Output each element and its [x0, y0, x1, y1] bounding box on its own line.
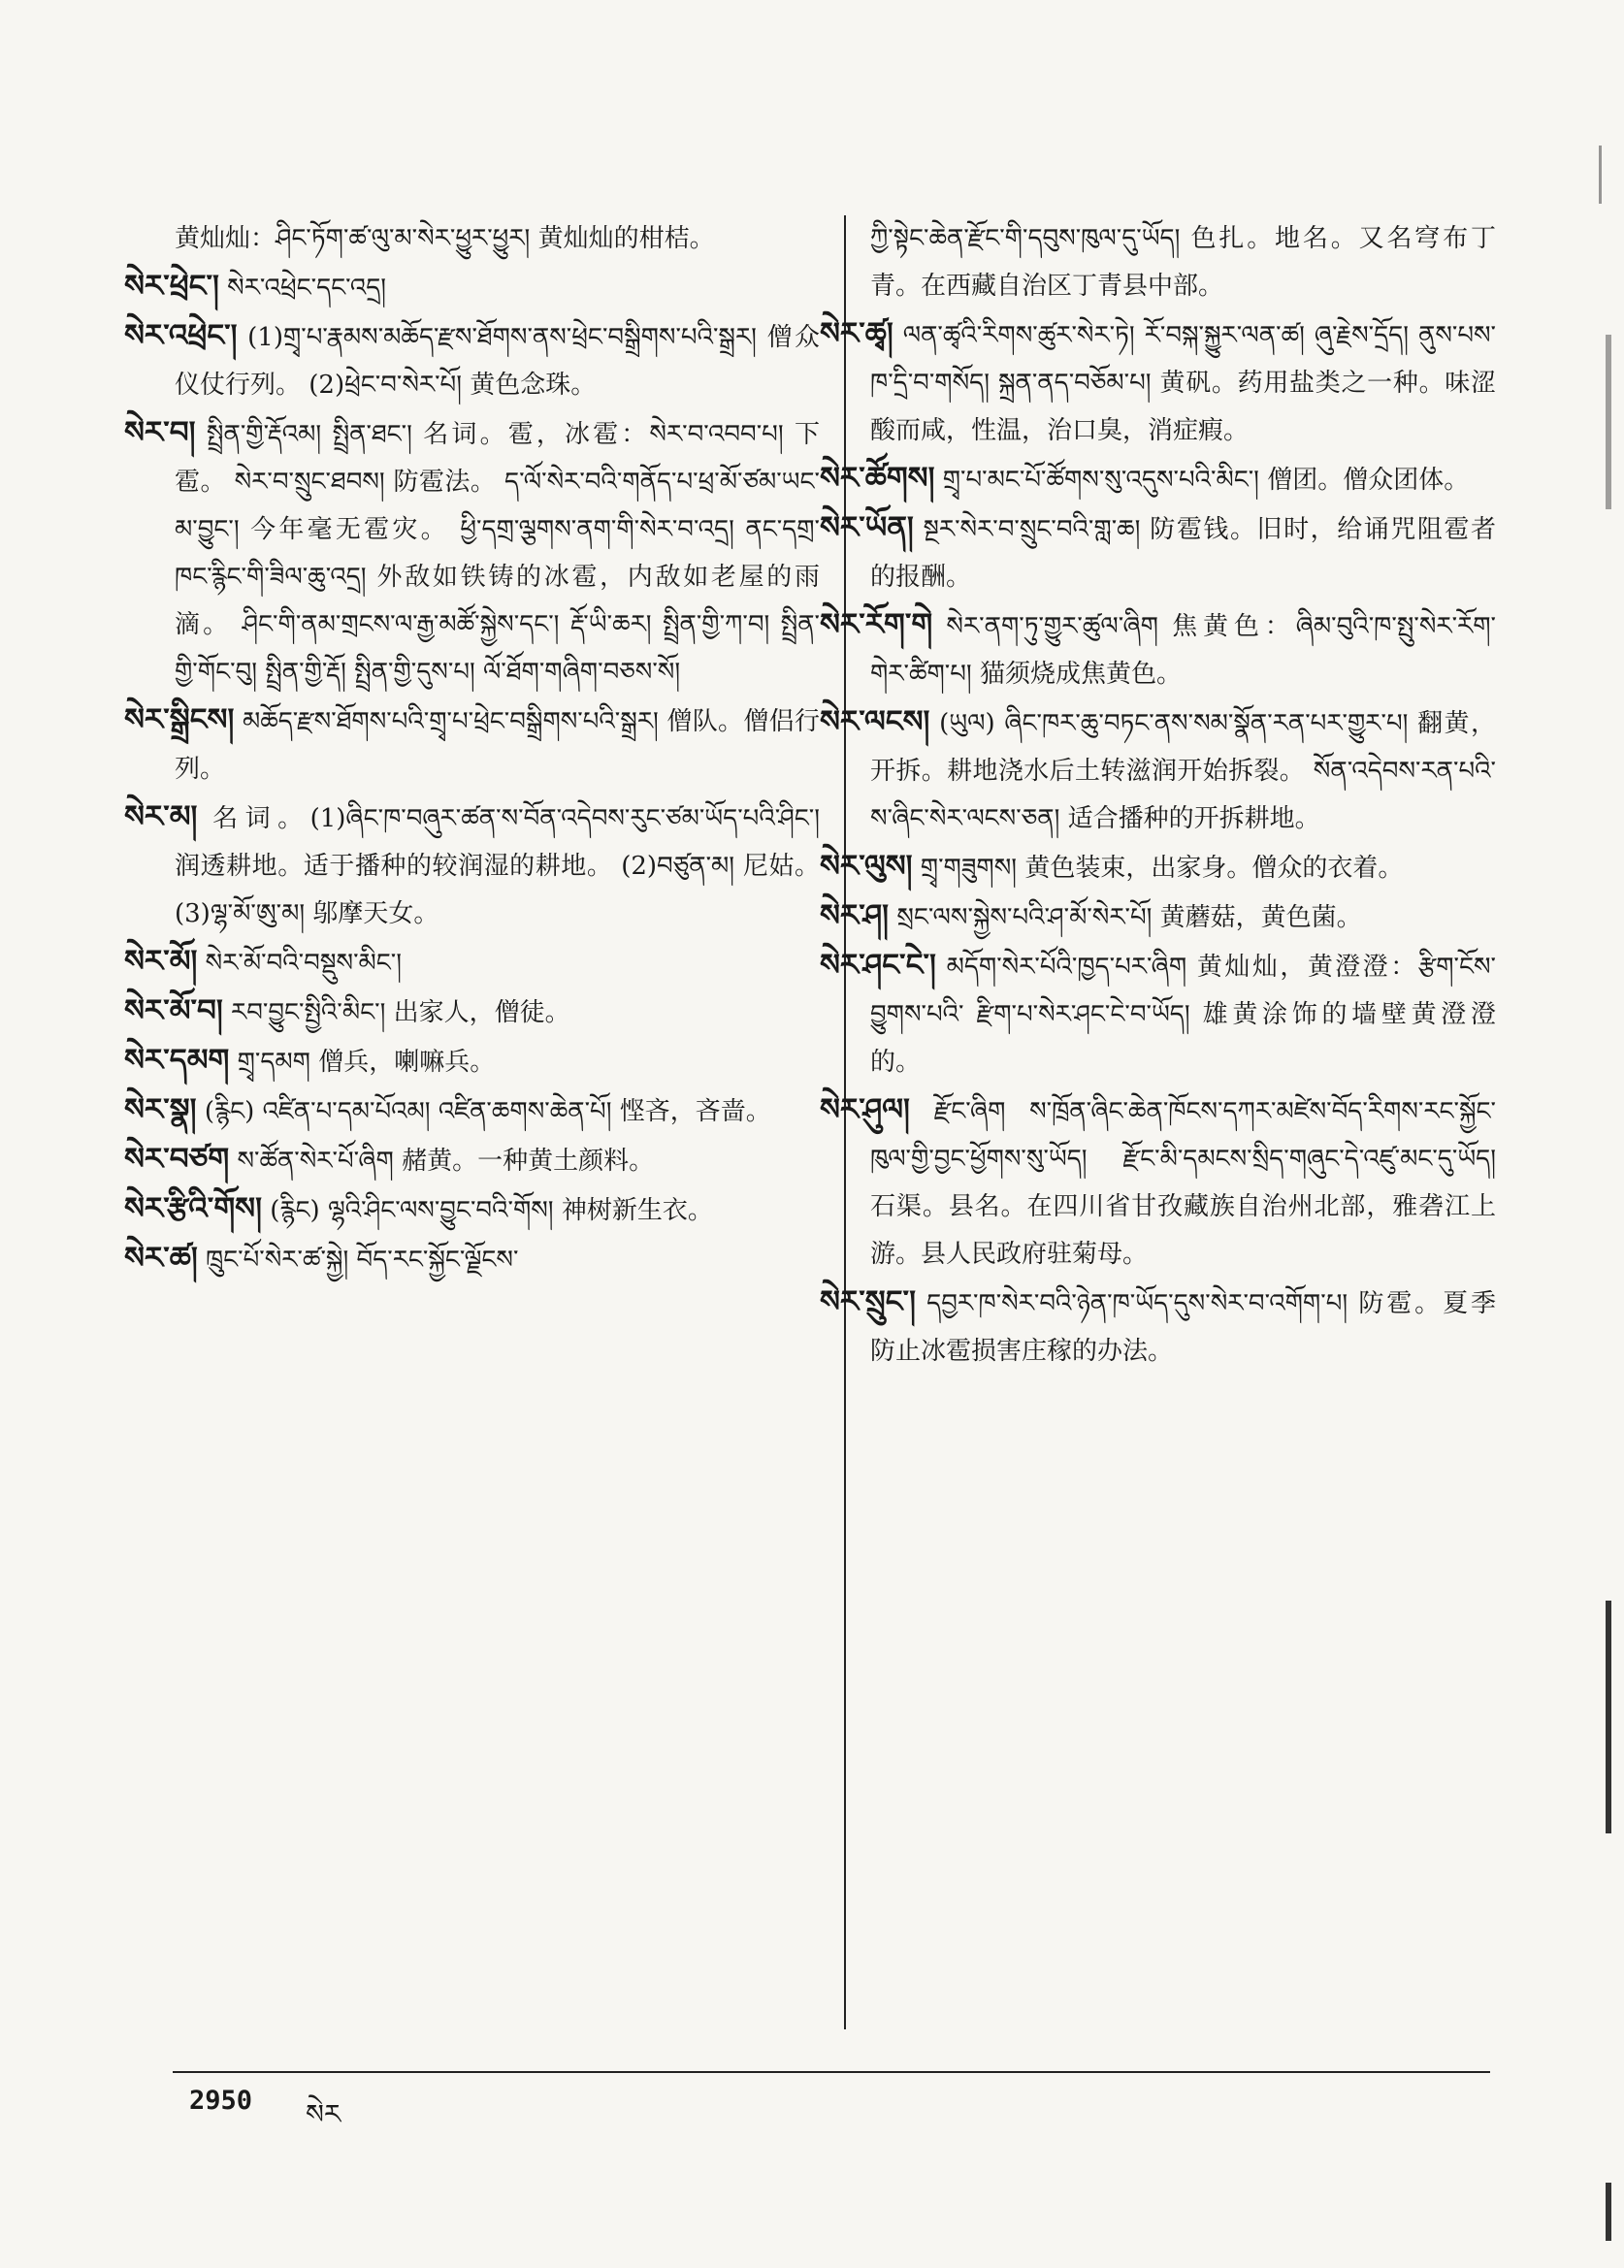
- entry-text: (རྙིང) འཛིན་པ་དམ་པོའམ། འཛིན་ཆགས་ཆེན་པོ། 悭吝，吝啬。: [204, 1097, 771, 1126]
- dictionary-entry: [124, 1086, 820, 1136]
- scan-edge-mark: [1606, 2183, 1611, 2241]
- entry-headword: སེར་མོ།: [124, 944, 198, 979]
- entry-headword: སེར་ལུས།: [820, 849, 913, 884]
- dictionary-entry: [124, 263, 820, 312]
- dictionary-entry: [820, 892, 1496, 942]
- entry-headword: སེར་ཤ།: [820, 898, 890, 933]
- entry-headword: སེར་ལངས།: [820, 704, 930, 739]
- dictionary-entry: [124, 988, 820, 1037]
- footer-rule: [173, 2071, 1490, 2073]
- dictionary-entry: [175, 215, 820, 263]
- entry-headword: སེར་སྣ།: [124, 1092, 197, 1127]
- dictionary-entry: [124, 697, 820, 794]
- entry-headword: སེར་སྒྲིངས།: [124, 702, 235, 737]
- entry-headword: སེར་ཤང་ངེ་།: [820, 948, 936, 983]
- page-number: 2950: [189, 2086, 253, 2116]
- entry-text: སེར་ནག་ཏུ་གྱུར་ཚུལ་ཞིག 焦黄色：ཞིམ་བུའི་ཁ་སྤུ་སེར་རོག་གེར་ཚིག་པ། 猫须烧成焦黄色。: [870, 612, 1496, 689]
- entry-text: ཀྱི་སྟེང་ཆེན་རྫོང་གི་དབུས་ཁུལ་དུ་ཡོད། 色扎。地名。又名穹布丁青。在西藏自治区丁青县中部。: [870, 224, 1496, 301]
- entry-headword: སེར་ཤུལ།: [820, 1092, 910, 1127]
- scan-edge-mark: [1599, 146, 1602, 204]
- entry-text: དབྱར་ཁ་སེར་བའི་ཉེན་ཁ་ཡོད་དུས་སེར་བ་འགོག་པ། 防雹。夏季防止冰雹损害庄稼的办法。: [870, 1289, 1496, 1366]
- entry-text: (ཡུལ) ཞིང་ཁར་ཆུ་བཏང་ནས་སམ་སྣོན་རན་པར་གྱུར་པ། 翻黄，开拆。耕地浇水后土转滋润开始拆裂。 སོན་འདེབས་རན་པའི་ས་ཞིང་སེར་ལངས་ཅན། 适合播种的开拆耕地。: [870, 709, 1497, 833]
- entry-text: ལན་ཚྭའི་རིགས་ཚུར་སེར་ཏེ། རོ་བསྐ་སྐྱུར་ལན་ཚ། ཞུ་རྗེས་དྲོད། ནུས་པས་ཁ་དྲི་བ་གསོད། སྐྲན་ནད་བཅོམ་པ། 黄矾。药用盐类之一种。味涩酸而咸，性温，治口臭，消症瘕。: [870, 321, 1497, 445]
- entry-text: གྲྭ་དམག 僧兵，喇嘛兵。: [237, 1048, 496, 1077]
- entry-headword: སེར་སྲུང་།: [820, 1284, 916, 1319]
- entry-text: མཆོད་རྫས་ཐོགས་པའི་གྲྭ་པ་ཕྲེང་བསྒྲིགས་པའི་སྒྲར། 僧队。僧侣行列。: [175, 707, 820, 784]
- scan-edge-mark: [1606, 1601, 1611, 1833]
- dictionary-entry: [124, 1136, 820, 1185]
- entry-text: 黄灿灿：ཤིང་ཏོག་ཚ་ལུ་མ་སེར་ཕྱུར་ཕྱུར། 黄灿灿的柑桔。: [175, 224, 715, 253]
- entry-text: (རྙིང) ལྷའི་ཤིང་ལས་བྱུང་བའི་གོས། 神树新生衣。: [270, 1196, 713, 1225]
- dictionary-entry: [820, 1086, 1497, 1279]
- entry-headword: སེར་ཚྭ།: [820, 316, 893, 351]
- entry-headword: སེར་འཕྲེང་།: [124, 318, 238, 353]
- dictionary-entry: [124, 1037, 820, 1086]
- entry-headword: སེར་བཙག: [124, 1142, 230, 1177]
- dictionary-entry: [870, 215, 1496, 310]
- dictionary-entry: [820, 601, 1496, 698]
- left-column: [124, 215, 821, 1284]
- entry-headword: སེར་རོག་གེ: [820, 607, 933, 642]
- entry-text: སྲང་ལས་སྐྱེས་པའི་ཤ་མོ་སེར་པོ། 黄蘑菇，黄色菌。: [896, 903, 1362, 932]
- scan-edge-mark: [1606, 335, 1611, 509]
- entry-text: མདོག་སེར་པོའི་ཁྱད་པར་ཞིག 黄灿灿，黄澄澄：རྩིག་ངོས་བྱུགས་པའི་ རྫིག་པ་སེར་ཤང་ངེ་བ་ཡོད། 雄黄涂饰的墙壁黄澄澄的。: [870, 953, 1496, 1077]
- entry-text: རྫོང་ཞིག ས་ཁྲོན་ཞིང་ཆེན་ཁོངས་དཀར་མཛེས་བོད་རིགས་རང་སྐྱོང་ཁུལ་གྱི་བྱང་ཕྱོགས་སུ་ཡོད། རྫོང་མི་དམངས་སྲིད་གཞུང་དེ་འཛུ་མང་དུ་ཡོད། 石渠。县名。在四川省甘孜藏族自治州北部，雅砻江上游。县人民政府驻菊母。: [870, 1097, 1497, 1269]
- entry-headword: སེར་རྩིའི་གོས།: [124, 1191, 262, 1226]
- running-head: སེར: [306, 2098, 341, 2130]
- right-column: [820, 215, 1497, 1376]
- entry-text: སེར་འཕྲེང་དང་འདྲ།: [227, 274, 387, 303]
- dictionary-entry: [820, 455, 1496, 504]
- entry-text: སྔར་སེར་བ་སྲུང་བའི་གླ་ཆ། 防雹钱。旧时，给诵咒阻雹者的报酬。: [870, 515, 1496, 592]
- dictionary-entry: [820, 1279, 1496, 1376]
- dictionary-entry: [820, 942, 1496, 1086]
- dictionary-entry: [124, 312, 820, 409]
- dictionary-entry: [820, 310, 1497, 455]
- entry-headword: སེར་ཚོགས།: [820, 461, 935, 496]
- entry-headword: སེར་དམག: [124, 1043, 230, 1078]
- entry-text: ས་ཚོན་སེར་པོ་ཞིག 赭黄。一种黄土颜料。: [237, 1147, 655, 1176]
- dictionary-entry: [124, 938, 820, 988]
- entry-text: སེར་མོ་བའི་བསྡུས་མིང་།: [205, 949, 403, 978]
- entry-text: 名词。(1)ཞིང་ཁ་བཞུར་ཚན་ས་བོན་འདེབས་རུང་ཙམ་ཡོད་པའི་ཤིང་། 润透耕地。适于播种的较润湿的耕地。 (2)བཙུན་མ། 尼姑。 (3)ལྷ་མོ་ཨུ་མ། 邬摩天女。: [175, 804, 821, 928]
- entry-headword: སེར་མ།: [124, 799, 198, 834]
- entry-headword: སེར་ཚ།: [124, 1241, 198, 1276]
- dictionary-entry: [820, 504, 1496, 601]
- dictionary-entry: [124, 1185, 820, 1235]
- dictionary-entry: [820, 843, 1496, 892]
- entry-headword: སེར་མོ་བ།: [124, 993, 223, 1028]
- entry-text: གྲྭ་པ་མང་པོ་ཚོགས་སུ་འདུས་པའི་མིང་། 僧团。僧众团体。: [942, 466, 1470, 495]
- entry-text: (1)གྲྭ་པ་རྣམས་མཆོད་རྫས་ཐོགས་ནས་ཕྲེང་བསྒྲིགས་པའི་སྒྲར། 僧众仪仗行列。 (2)ཕྲེང་བ་སེར་པོ། 黄色念珠。: [175, 323, 820, 400]
- dictionary-entry: [124, 409, 820, 697]
- dictionary-entry: [820, 698, 1497, 843]
- entry-text: སྤྲིན་གྱི་རྡོའམ། སྤྲིན་ཐང་། 名词。雹，冰雹：སེར་བ་འབབ་པ། 下雹。 སེར་བ་སྲུང་ཐབས། 防雹法。 ད་ལོ་སེར་བའི་གནོད་པ་ཕྲ་མོ་ཙམ་ཡང་མ་བྱུང་། 今年毫无雹灾。 ཕྱི་དགྲ་ལྕགས་ནག་གི་སེར་བ་འདྲ། ནང་དགྲ་ཁང་རྙིང་གི་ཟིལ་ཆུ་འདྲ། 外敌如铁铸的冰雹，内敌如老屋的雨滴。 ཤིང་གི་ནམ་གྲངས་ལ་རྒྱ་མཚོ་སྐྱེས་དང་། རྡོ་ཡི་ཆར། སྤྲིན་གྱི་ཀ་བ། སྤྲིན་གྱི་གོང་བུ། སྤྲིན་གྱི་རྡོ། སྤྲིན་གྱི་དུས་པ། ལོ་ཐོག་གཞིག་བཅས་སོ།: [175, 420, 820, 687]
- entry-headword: སེར་ཡོན།: [820, 510, 914, 545]
- entry-text: རབ་བྱུང་སྤྱིའི་མིང་། 出家人，僧徒。: [231, 998, 570, 1027]
- dictionary-entry: [124, 794, 821, 938]
- dictionary-entry: [124, 1235, 820, 1284]
- entry-headword: སེར་བ།: [124, 415, 196, 450]
- entry-text: གྲྭ་གཟུགས། 黄色装束，出家身。僧众的衣着。: [920, 854, 1404, 883]
- entry-headword: སེར་ཕྲེང་།: [124, 269, 219, 304]
- entry-text: ཁྲུང་པོ་སེར་ཚ་སྐྱེ། བོད་རང་སྐྱོང་ལྗོངས་: [205, 1246, 519, 1275]
